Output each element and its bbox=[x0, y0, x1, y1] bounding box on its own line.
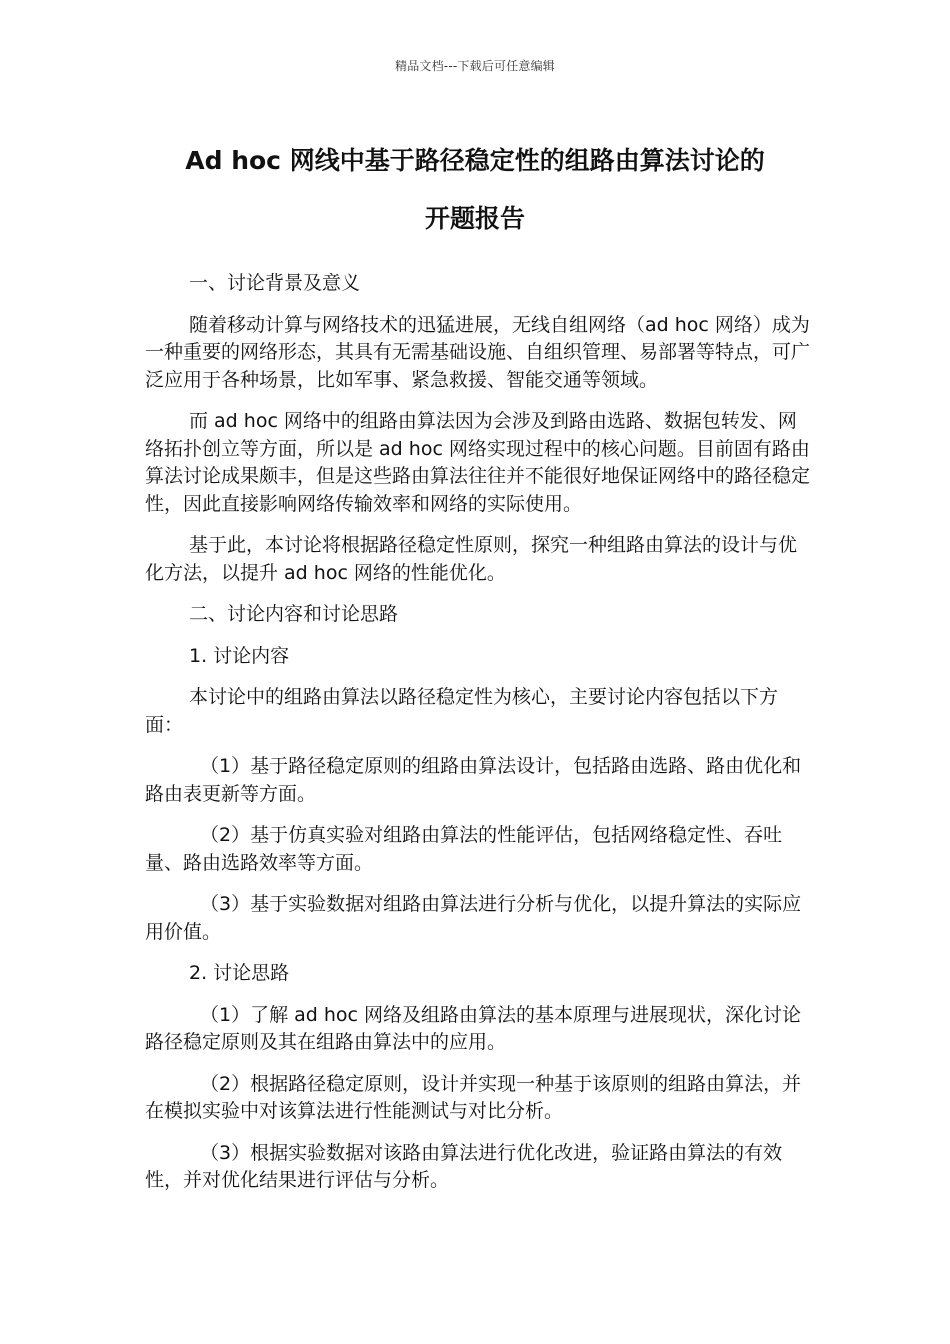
list-item-content-3: （3）基于实验数据对组路由算法进行分析与优化，以提升算法的实际应用价值。 bbox=[145, 893, 802, 943]
list-item-approach-1: （1）了解 ad hoc 网络及组路由算法的基本原理与进展现状，深化讨论路径稳定原则及其在组路由算法中的应用。 bbox=[145, 1003, 802, 1053]
document-body bbox=[145, 270, 810, 1209]
paragraph-background-3: 基于此，本讨论将根据路径稳定性原则，探究一种组路由算法的设计与优化方法，以提升 ad hoc 网络的性能优化。 bbox=[145, 534, 798, 584]
section-heading-background: 一、讨论背景及意义 bbox=[189, 272, 361, 294]
paragraph-background-2: 而 ad hoc 网络中的组路由算法因为会涉及到路由选路、数据包转发、网络拓扑创立等方面，所以是 ad hoc 网络实现过程中的核心问题。目前固有路由算法讨论成果颇丰，但是这些路由算法往往并不能很好地保证网络中的路径稳定性，因此直接影响网络传输效率和网络的实际使用。 bbox=[145, 410, 811, 515]
subheading-research-approach: 2. 讨论思路 bbox=[189, 962, 290, 984]
section-heading-content: 二、讨论内容和讨论思路 bbox=[189, 603, 399, 625]
document-title bbox=[120, 132, 830, 248]
paragraph-content-intro: 本讨论中的组路由算法以路径稳定性为核心，主要讨论内容包括以下方面： bbox=[145, 686, 779, 736]
list-item-content-2: （2）基于仿真实验对组路由算法的性能评估，包括网络稳定性、吞吐量、路由选路效率等方面。 bbox=[145, 824, 783, 874]
header-note: 精品文档---下载后可任意编辑 bbox=[395, 59, 555, 73]
list-item-content-1: （1）基于路径稳定原则的组路由算法设计，包括路由选路、路由优化和路由表更新等方面。 bbox=[145, 755, 802, 805]
title-line-1: Ad hoc 网线中基于路径稳定性的组路由算法讨论的 bbox=[185, 146, 765, 175]
title-line-2: 开题报告 bbox=[424, 204, 525, 233]
list-item-approach-2: （2）根据路径稳定原则，设计并实现一种基于该原则的组路由算法，并在模拟实验中对该算法进行性能测试与对比分析。 bbox=[145, 1072, 802, 1122]
list-item-approach-3: （3）根据实验数据对该路由算法进行优化改进，验证路由算法的有效性，并对优化结果进行评估与分析。 bbox=[145, 1141, 783, 1191]
subheading-research-content: 1. 讨论内容 bbox=[189, 644, 290, 667]
paragraph-background-1: 随着移动计算与网络技术的迅猛进展，无线自组网络（ad hoc 网络）成为一种重要的网络形态，其具有无需基础设施、自组织管理、易部署等特点，可广泛应用于各种场景，比如军事、紧急救援、智能交通等领域。 bbox=[145, 313, 811, 391]
